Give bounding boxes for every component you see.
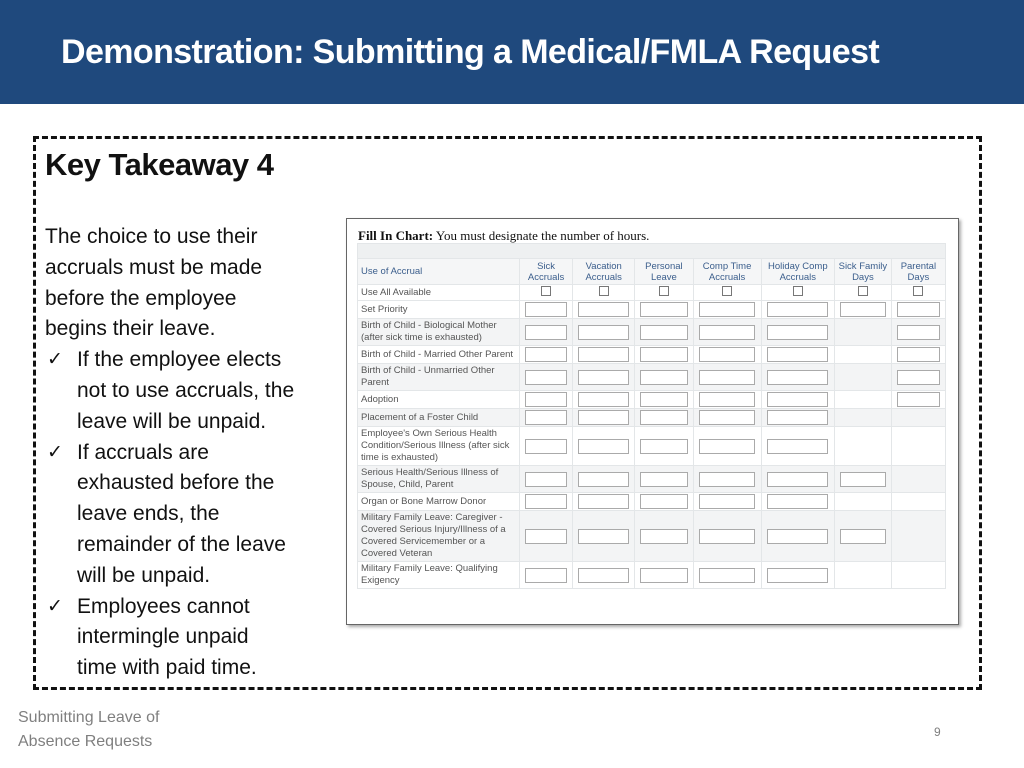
use-all-checkbox[interactable] xyxy=(913,286,923,296)
hours-input[interactable] xyxy=(640,410,687,425)
hours-cell xyxy=(520,301,573,319)
bullet-text: If accruals are xyxy=(77,440,209,464)
hours-input[interactable] xyxy=(699,529,755,544)
hours-input[interactable] xyxy=(640,325,687,340)
hours-cell xyxy=(891,301,945,319)
hours-cell xyxy=(891,427,945,466)
use-all-row xyxy=(358,285,946,301)
hours-input[interactable] xyxy=(578,529,629,544)
hours-cell xyxy=(693,346,761,364)
hours-input[interactable] xyxy=(699,370,755,385)
bullet-line xyxy=(45,438,294,469)
hours-input[interactable] xyxy=(699,325,755,340)
hours-cell xyxy=(693,409,761,427)
hours-cell xyxy=(520,466,573,493)
table-row xyxy=(358,364,946,391)
row-label: Birth of Child - Married Other Parent xyxy=(358,346,520,364)
accrual-table xyxy=(357,243,946,589)
hours-input[interactable] xyxy=(699,472,755,487)
use-all-checkbox[interactable] xyxy=(858,286,868,296)
bullet-line xyxy=(45,530,294,561)
hours-input[interactable] xyxy=(840,472,886,487)
hours-cell xyxy=(520,409,573,427)
hours-input[interactable] xyxy=(767,347,828,362)
hours-cell xyxy=(693,427,761,466)
bullet-line xyxy=(45,499,294,530)
hours-input[interactable] xyxy=(525,302,567,317)
hours-input[interactable] xyxy=(699,439,755,454)
hours-cell xyxy=(520,562,573,589)
hours-cell xyxy=(635,493,693,511)
hours-input[interactable] xyxy=(897,392,940,407)
table-header-row xyxy=(358,259,946,285)
checkbox-cell xyxy=(835,285,892,301)
spacer-cell xyxy=(358,244,946,259)
slide-title: Demonstration: Submitting a Medical/FMLA Request xyxy=(61,33,880,71)
bullet-text: not to use accruals, the xyxy=(77,378,295,402)
takeaway-title: Key Takeaway 4 xyxy=(45,147,274,182)
row-label: Military Family Leave: Qualifying Exigency xyxy=(358,562,520,589)
hours-input[interactable] xyxy=(767,302,828,317)
use-all-checkbox[interactable] xyxy=(793,286,803,296)
table-row xyxy=(358,301,946,319)
hours-input[interactable] xyxy=(767,410,828,425)
hours-input[interactable] xyxy=(767,392,828,407)
caption-text: You must designate the number of hours. xyxy=(435,228,650,243)
hours-input[interactable] xyxy=(699,347,755,362)
hours-cell xyxy=(573,562,635,589)
table-row xyxy=(358,319,946,346)
hours-cell xyxy=(761,409,834,427)
hours-cell xyxy=(891,364,945,391)
table-row xyxy=(358,562,946,589)
hours-input[interactable] xyxy=(525,529,567,544)
intro-line: before the employee xyxy=(45,286,237,310)
hours-cell xyxy=(835,364,892,391)
intro-line: begins their leave. xyxy=(45,317,216,341)
use-all-checkbox[interactable] xyxy=(599,286,609,296)
hours-input[interactable] xyxy=(525,370,567,385)
bullet-text: intermingle unpaid xyxy=(77,625,249,649)
hours-input[interactable] xyxy=(640,439,687,454)
hours-input[interactable] xyxy=(640,302,687,317)
column-header: Sick Family Days xyxy=(835,259,892,285)
hours-input[interactable] xyxy=(578,325,629,340)
footer-line-2: Absence Requests xyxy=(18,733,153,750)
intro-line: accruals must be made xyxy=(45,255,263,279)
hours-input[interactable] xyxy=(640,370,687,385)
table-row xyxy=(358,466,946,493)
checkbox-cell xyxy=(635,285,693,301)
hours-cell xyxy=(835,409,892,427)
hours-cell xyxy=(891,346,945,364)
hours-cell xyxy=(520,511,573,562)
row-label: Employee's Own Serious Health Condition/Serious Illness (after sick time is exhausted) xyxy=(358,427,520,466)
hours-input[interactable] xyxy=(640,392,687,407)
hours-input[interactable] xyxy=(767,568,828,583)
column-header: Comp Time Accruals xyxy=(693,259,761,285)
hours-cell xyxy=(891,391,945,409)
hours-input[interactable] xyxy=(578,494,629,509)
hours-input[interactable] xyxy=(699,302,755,317)
row-label: Organ or Bone Marrow Donor xyxy=(358,493,520,511)
use-all-checkbox[interactable] xyxy=(541,286,551,296)
table-row xyxy=(358,511,946,562)
hours-input[interactable] xyxy=(767,325,828,340)
hours-cell xyxy=(635,391,693,409)
bullet-text: leave ends, the xyxy=(77,502,220,526)
hours-cell xyxy=(891,493,945,511)
hours-cell xyxy=(891,562,945,589)
column-header: Sick Accruals xyxy=(520,259,573,285)
hours-cell xyxy=(573,511,635,562)
row-label: Placement of a Foster Child xyxy=(358,409,520,427)
table-row xyxy=(358,409,946,427)
hours-cell xyxy=(891,409,945,427)
row-label: Use All Available xyxy=(358,285,520,301)
footer-line-1: Submitting Leave of xyxy=(18,709,160,726)
page-number: 9 xyxy=(934,725,941,739)
hours-input[interactable] xyxy=(525,472,567,487)
bullet-text: Employees cannot xyxy=(77,594,250,618)
bullet-line xyxy=(45,653,294,684)
hours-cell xyxy=(693,364,761,391)
hours-cell xyxy=(761,466,834,493)
hours-cell xyxy=(835,562,892,589)
hours-cell xyxy=(835,493,892,511)
hours-input[interactable] xyxy=(640,494,687,509)
use-all-checkbox[interactable] xyxy=(722,286,732,296)
hours-cell xyxy=(835,391,892,409)
hours-cell xyxy=(520,319,573,346)
bullet-line xyxy=(45,345,294,376)
hours-cell xyxy=(635,301,693,319)
hours-cell xyxy=(520,427,573,466)
table-spacer-row xyxy=(358,244,946,259)
hours-input[interactable] xyxy=(578,410,629,425)
hours-input[interactable] xyxy=(525,392,567,407)
hours-cell xyxy=(761,493,834,511)
use-all-checkbox[interactable] xyxy=(659,286,669,296)
hours-input[interactable] xyxy=(897,347,940,362)
hours-input[interactable] xyxy=(699,494,755,509)
hours-input[interactable] xyxy=(578,347,629,362)
hours-cell xyxy=(573,427,635,466)
table-row xyxy=(358,391,946,409)
intro-line: The choice to use their xyxy=(45,225,258,248)
hours-cell xyxy=(835,466,892,493)
column-header: Holiday Comp Accruals xyxy=(761,259,834,285)
row-label: Birth of Child - Unmarried Other Parent xyxy=(358,364,520,391)
checkbox-cell xyxy=(693,285,761,301)
row-label: Military Family Leave: Caregiver - Covered Serious Injury/Illness of a Covered Servicemember or a Covered Veteran xyxy=(358,511,520,562)
caption-label: Fill In Chart: xyxy=(358,228,434,243)
bullet-line xyxy=(45,592,294,623)
row-label: Birth of Child - Biological Mother (after sick time is exhausted) xyxy=(358,319,520,346)
hours-cell xyxy=(835,511,892,562)
hours-input[interactable] xyxy=(578,439,629,454)
hours-input[interactable] xyxy=(767,494,828,509)
hours-cell xyxy=(761,364,834,391)
hours-cell xyxy=(573,391,635,409)
hours-input[interactable] xyxy=(897,325,940,340)
bullet-text: remainder of the leave xyxy=(77,532,286,556)
hours-cell xyxy=(761,391,834,409)
hours-input[interactable] xyxy=(578,392,629,407)
hours-input[interactable] xyxy=(897,370,940,385)
hours-input[interactable] xyxy=(640,347,687,362)
hours-cell xyxy=(761,511,834,562)
hours-cell xyxy=(573,301,635,319)
hours-cell xyxy=(520,391,573,409)
hours-cell xyxy=(761,427,834,466)
hours-cell xyxy=(891,319,945,346)
hours-cell xyxy=(693,301,761,319)
hours-input[interactable] xyxy=(578,568,629,583)
footer-text xyxy=(18,706,159,754)
hours-input[interactable] xyxy=(640,568,687,583)
hours-cell xyxy=(573,364,635,391)
hours-input[interactable] xyxy=(640,472,687,487)
hours-cell xyxy=(891,511,945,562)
hours-input[interactable] xyxy=(525,325,567,340)
bullet-text: exhausted before the xyxy=(77,471,275,495)
hours-cell xyxy=(693,562,761,589)
bullet-text: time with paid time. xyxy=(77,656,257,680)
hours-cell xyxy=(635,562,693,589)
hours-cell xyxy=(573,409,635,427)
bullet-text: If the employee elects xyxy=(77,348,282,372)
hours-cell xyxy=(891,466,945,493)
hours-input[interactable] xyxy=(640,529,687,544)
hours-input[interactable] xyxy=(897,302,940,317)
checkbox-cell xyxy=(573,285,635,301)
hours-input[interactable] xyxy=(699,392,755,407)
table-row xyxy=(358,346,946,364)
hours-input[interactable] xyxy=(767,439,828,454)
table-row xyxy=(358,427,946,466)
hours-input[interactable] xyxy=(699,410,755,425)
hours-cell xyxy=(635,364,693,391)
hours-cell xyxy=(573,346,635,364)
hours-input[interactable] xyxy=(840,529,886,544)
hours-cell xyxy=(520,346,573,364)
hours-cell xyxy=(693,511,761,562)
checkbox-cell xyxy=(761,285,834,301)
hours-cell xyxy=(693,466,761,493)
column-header: Vacation Accruals xyxy=(573,259,635,285)
title-bar xyxy=(0,0,1024,104)
hours-cell xyxy=(835,319,892,346)
hours-cell xyxy=(520,364,573,391)
hours-input[interactable] xyxy=(578,472,629,487)
bullet-line xyxy=(45,407,294,438)
header-use-of-accrual: Use of Accrual xyxy=(358,259,520,285)
hours-input[interactable] xyxy=(578,370,629,385)
bullet-line xyxy=(45,561,294,592)
hours-cell xyxy=(635,319,693,346)
column-header: Personal Leave xyxy=(635,259,693,285)
hours-input[interactable] xyxy=(699,568,755,583)
hours-input[interactable] xyxy=(767,370,828,385)
checkmark-icon: ✓ xyxy=(47,441,63,463)
hours-input[interactable] xyxy=(767,472,828,487)
hours-cell xyxy=(693,493,761,511)
column-header: Parental Days xyxy=(891,259,945,285)
hours-input[interactable] xyxy=(525,347,567,362)
bullet-line xyxy=(45,622,294,653)
bullet-line xyxy=(45,468,294,499)
hours-cell xyxy=(761,301,834,319)
hours-cell xyxy=(835,427,892,466)
checkmark-icon: ✓ xyxy=(47,349,63,371)
hours-cell xyxy=(693,391,761,409)
hours-cell xyxy=(761,346,834,364)
hours-input[interactable] xyxy=(525,568,567,583)
hours-cell xyxy=(573,319,635,346)
hours-cell xyxy=(761,562,834,589)
hours-cell xyxy=(635,409,693,427)
row-label: Set Priority xyxy=(358,301,520,319)
bullet-text: leave will be unpaid. xyxy=(77,409,267,433)
checkmark-icon: ✓ xyxy=(47,595,63,617)
hours-input[interactable] xyxy=(525,439,567,454)
hours-cell xyxy=(635,427,693,466)
takeaway-text xyxy=(45,222,294,684)
hours-cell xyxy=(761,319,834,346)
hours-cell xyxy=(693,319,761,346)
hours-cell xyxy=(635,346,693,364)
row-label: Adoption xyxy=(358,391,520,409)
hours-input[interactable] xyxy=(525,494,567,509)
form-caption xyxy=(358,228,649,244)
hours-cell xyxy=(835,301,892,319)
hours-input[interactable] xyxy=(767,529,828,544)
bullet-text: will be unpaid. xyxy=(77,563,211,587)
hours-cell xyxy=(573,466,635,493)
hours-cell xyxy=(520,493,573,511)
bullet-line xyxy=(45,376,294,407)
hours-cell xyxy=(635,511,693,562)
hours-input[interactable] xyxy=(525,410,567,425)
hours-cell xyxy=(635,466,693,493)
row-label: Serious Health/Serious Illness of Spouse, Child, Parent xyxy=(358,466,520,493)
checkbox-cell xyxy=(520,285,573,301)
checkbox-cell xyxy=(891,285,945,301)
hours-input[interactable] xyxy=(840,302,886,317)
hours-input[interactable] xyxy=(578,302,629,317)
form-screenshot xyxy=(346,218,959,625)
table-row xyxy=(358,493,946,511)
hours-cell xyxy=(573,493,635,511)
hours-cell xyxy=(835,346,892,364)
